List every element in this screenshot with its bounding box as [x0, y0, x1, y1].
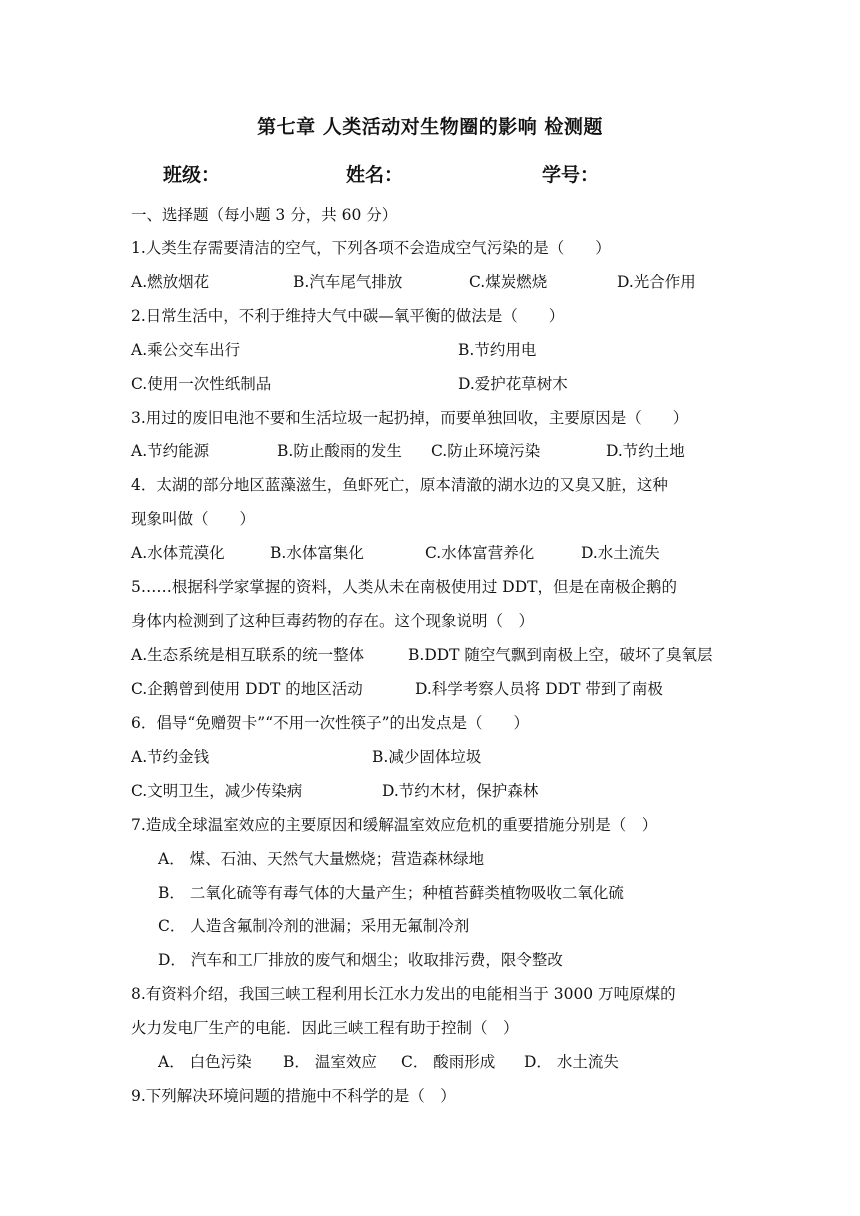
- question-9-stem: 9.下列解决环境问题的措施中不科学的是（ ）: [131, 1087, 456, 1105]
- name-label: 姓名：: [346, 164, 404, 186]
- question-7-stem: 7.造成全球温室效应的主要原因和缓解温室效应危机的重要措施分别是（ ）: [131, 816, 658, 834]
- question-7-option-c: C． 人造含氟制冷剂的泄漏；采用无氟制冷剂: [158, 917, 470, 935]
- question-6-option-c: C.文明卫生，减少传染病: [131, 782, 303, 800]
- section-heading: 一、选择题（每小题 3 分，共 60 分）: [131, 206, 398, 224]
- question-1-option-a: A.燃放烟花: [131, 273, 210, 291]
- page-title: 第七章 人类活动对生物圈的影响 检测题: [257, 116, 603, 138]
- question-8-option-b: B． 温室效应: [283, 1053, 377, 1071]
- question-3-option-c: C.防止环境污染: [431, 442, 541, 460]
- student-id-label: 学号：: [542, 164, 600, 186]
- question-4-option-c: C.水体富营养化: [425, 544, 535, 562]
- question-2-option-d: D.爱护花草树木: [458, 375, 568, 393]
- question-4-option-d: D.水土流失: [581, 544, 660, 562]
- question-8-option-a: A． 白色污染: [158, 1053, 252, 1071]
- question-5-option-d: D.科学考察人员将 DDT 带到了南极: [415, 680, 663, 698]
- question-4-stem-line-2: 现象叫做（ ）: [131, 510, 256, 528]
- question-4-option-a: A.水体荒漠化: [131, 544, 225, 562]
- question-8-stem-line-2: 火力发电厂生产的电能．因此三峡工程有助于控制（ ）: [131, 1019, 519, 1037]
- question-5-option-a: A.生态系统是相互联系的统一整体: [131, 646, 365, 664]
- question-1-option-b: B.汽车尾气排放: [293, 273, 403, 291]
- question-2-option-b: B.节约用电: [458, 341, 537, 359]
- question-1-option-d: D.光合作用: [617, 273, 696, 291]
- question-4-stem-line-1: 4．太湖的部分地区蓝藻滋生，鱼虾死亡，原本清澈的湖水边的又臭又脏，这种: [131, 476, 668, 494]
- question-2-option-c: C.使用一次性纸制品: [131, 375, 272, 393]
- question-7-option-b: B． 二氧化硫等有毒气体的大量产生；种植苔藓类植物吸收二氧化硫: [158, 884, 624, 902]
- question-1-stem: 1.人类生存需要清洁的空气，下列各项不会造成空气污染的是（ ）: [131, 239, 611, 257]
- question-6-option-d: D.节约木材，保护森林: [382, 782, 539, 800]
- question-5-stem-line-2: 身体内检测到了这种巨毒药物的存在。这个现象说明（ ）: [131, 612, 535, 630]
- question-2-option-a: A.乘公交车出行: [131, 341, 241, 359]
- question-3-stem: 3.用过的废旧电池不要和生活垃圾一起扔掉，而要单独回收，主要原因是（ ）: [131, 409, 689, 427]
- question-5-stem-line-1: 5……根据科学家掌握的资料，人类从未在南极使用过 DDT，但是在南极企鹅的: [131, 578, 677, 596]
- question-7-option-a: A． 煤、石油、天然气大量燃烧；营造森林绿地: [158, 850, 485, 868]
- question-5-option-c: C.企鹅曾到使用 DDT 的地区活动: [131, 680, 363, 698]
- question-3-option-d: D.节约土地: [606, 442, 685, 460]
- question-2-stem: 2.日常生活中，不利于维持大气中碳—氧平衡的做法是（ ）: [131, 307, 565, 325]
- question-8-option-c: C． 酸雨形成: [401, 1053, 496, 1071]
- question-6-option-b: B.减少固体垃圾: [372, 748, 482, 766]
- class-label: 班级：: [163, 164, 221, 186]
- question-6-option-a: A.节约金钱: [131, 748, 210, 766]
- question-7-option-d: D． 汽车和工厂排放的废气和烟尘；收取排污费，限令整改: [158, 951, 563, 969]
- question-1-option-c: C.煤炭燃烧: [469, 273, 548, 291]
- question-5-option-b: B.DDT 随空气飘到南极上空，破坏了臭氧层: [408, 646, 713, 664]
- question-3-option-b: B.防止酸雨的发生: [277, 442, 402, 460]
- question-6-stem: 6．倡导“免赠贺卡”“不用一次性筷子”的出发点是（ ）: [131, 714, 530, 732]
- question-8-option-d: D． 水土流失: [524, 1053, 619, 1071]
- question-3-option-a: A.节约能源: [131, 442, 210, 460]
- question-8-stem-line-1: 8.有资料介绍，我国三峡工程利用长江水力发出的电能相当于 3000 万吨原煤的: [131, 985, 676, 1003]
- question-4-option-b: B.水体富集化: [270, 544, 364, 562]
